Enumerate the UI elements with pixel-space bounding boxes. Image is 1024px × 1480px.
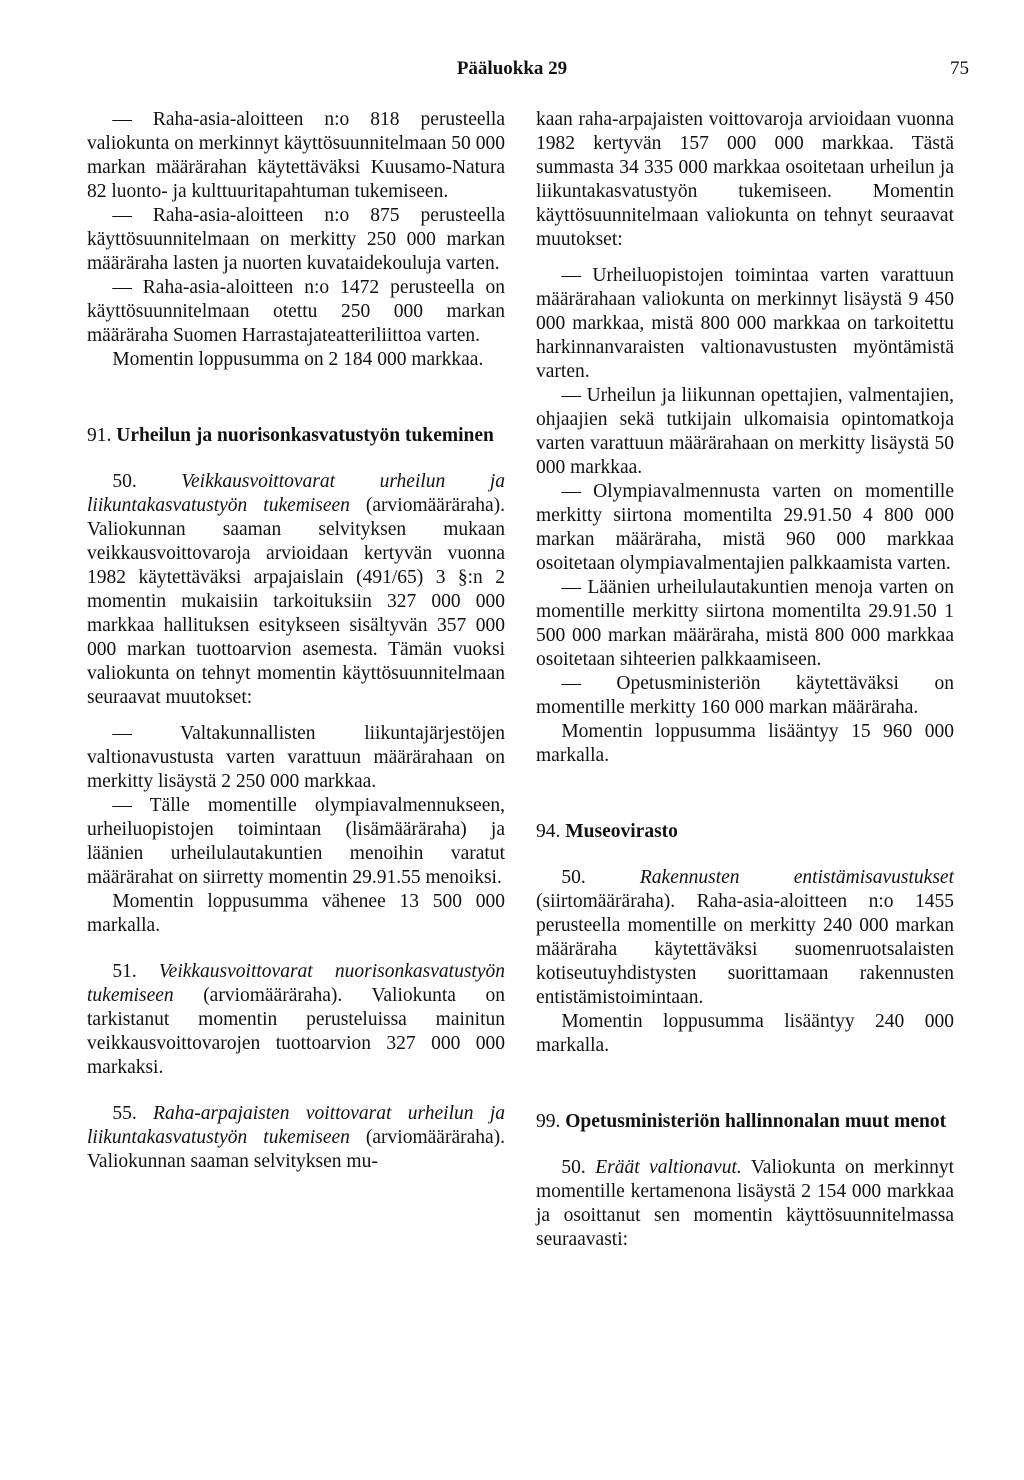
moment-title: Veikkausvoittovarat urheilun ja liikuntakasvatustyön tukemiseen (87, 471, 505, 516)
moment-number: 50. (561, 1157, 586, 1178)
paragraph: Momentin loppusumma lisääntyy 240 000 markalla. (536, 1011, 954, 1056)
section-heading-91 (87, 424, 505, 448)
moment-number: 55. (112, 1103, 137, 1124)
paragraph: — Valtakunnallisten liikuntajärjestöjen valtionavustusta varten varattuun määrärahaan on merkitty lisäystä 2 250 000 markkaa. (87, 723, 505, 792)
moment-55 (87, 1102, 505, 1174)
paragraph: — Opetusministeriön käytettäväksi on momentille merkitty 160 000 markan määräraha. (536, 673, 954, 718)
section-number: 99. (536, 1111, 561, 1132)
paragraph: — Urheilun ja liikunnan opettajien, valmentajien, ohjaajien sekä tutkijain ulkomaisia opintomatkoja varten varattuun määrärahaan on merkitty lisäystä 50 000 markkaa. (536, 385, 954, 478)
page-number: 75 (950, 58, 969, 79)
paragraph: — Raha-asia-aloitteen n:o 818 perusteella valiokunta on merkinnyt käyttösuunnitelmaan 50 000 markan määrärahan käytettäväksi Kuusamo-Natura 82 luonto- ja kulttuuritapahtuman tukemiseen. (87, 109, 505, 202)
moment-number: 50. (112, 471, 137, 492)
paragraph: — Läänien urheilulautakuntien menoja varten on momentille merkitty siirtona momentilta 29.91.50 1 500 000 markan määräraha, mistä 800 000 markkaa osoitetaan sihteerien palkkaamiseen. (536, 577, 954, 670)
left-column (87, 108, 505, 1174)
moment-text: (siirtomääräraha). Raha-asia-aloitteen n:o 1455 perusteella momentille on merkitty 240 000 markan määräraha käytettäväksi suomenruotsalaisten kotiseutuyhdistysten suorittamaan rakennusten entistämistoimintaan. (536, 891, 954, 1008)
paragraph: — Urheiluopistojen toimintaa varten varattuun määrärahaan valiokunta on merkinnyt lisäystä 9 450 000 markkaa, mistä 800 000 markkaa on tarkoitettu harkinnanvaraisten valtionavustusten myöntämistä varten. (536, 265, 954, 382)
moment-title: Eräät valtionavut. (595, 1157, 742, 1178)
moment-number: 51. (112, 961, 137, 982)
moment-text: Valiokunta on merkinnyt momentille kertamenona lisäystä 2 154 000 markkaa ja osoittanut sen momentin käyttösuunnitelmassa seuraavasti: (536, 1157, 954, 1250)
paragraph: — Raha-asia-aloitteen n:o 1472 perusteella on käyttösuunnitelmaan otettu 250 000 markan määräraha Suomen Harrastajateatteriliittoa varten. (87, 277, 505, 346)
section-heading-94 (536, 820, 954, 844)
moment-text: (arviomääräraha). Valiokunta on tarkistanut momentin perusteluissa mainitun veikkausvoittovarojen tuottoarvion 327 000 000 markaksi. (87, 985, 506, 1078)
moment-text: (arviomääräraha). Valiokunnan saaman selvityksen mu- (87, 1127, 506, 1172)
moment-title: Rakennusten entistämisavustukset (639, 867, 955, 888)
section-number: 91. (87, 425, 112, 446)
paragraph: Momentin loppusumma lisääntyy 15 960 000 markalla. (536, 721, 954, 766)
paragraph: — Tälle momentille olympiavalmennukseen, urheiluopistojen toimintaan (lisämääräraha) ja läänien urheilulautakuntien menoihin varatut määrärahat on siirretty momentin 29.91.55 menoiksi. (87, 795, 505, 888)
paragraph: Momentin loppusumma on 2 184 000 markkaa. (112, 349, 484, 370)
paragraph: kaan raha-arpajaisten voittovaroja arvioidaan vuonna 1982 kertyvän 157 000 000 markkaa. Tästä summasta 34 335 000 markkaa osoitetaan urheilun ja liikuntakasvatustyön tukemiseen. Momentin käyttösuunnitelmaan valiokunta on tehnyt seuraavat muutokset: (536, 109, 954, 250)
moment-text: (arviomääräraha). Valiokunnan saaman selvityksen mukaan veikkausvoittovaroja arvioidaan kertyvän vuonna 1982 käytettäväksi arpajaislain (491/65) 3 §:n 2 momentin mukaisiin tarkoituksiin 327 000 000 markkaa hallituksen esitykseen sisältyvän 357 000 000 markan tuottoarvion asemesta. Tämän vuoksi valiokunta on tehnyt momentin käyttösuunnitelmaan seuraavat muutokset: (87, 495, 506, 708)
section-number: 94. (536, 821, 561, 842)
moment-title: Veikkausvoittovarat nuorisonkasvatustyön tukemiseen (87, 961, 505, 1006)
running-header: Pääluokka 29 (456, 58, 568, 79)
section-title: Museovirasto (565, 821, 678, 842)
paragraph: — Olympiavalmennusta varten on momentille merkitty siirtona momentilta 29.91.50 4 800 000 markan määräraha, mistä 960 000 markkaa osoitetaan olympiavalmentajien palkkaamista varten. (536, 481, 954, 574)
paragraph: — Raha-asia-aloitteen n:o 875 perusteella käyttösuunnitelmaan on merkitty 250 000 markan määräraha lasten ja nuorten kuvataidekouluja varten. (87, 205, 505, 274)
section-title: Urheilun ja nuorisonkasvatustyön tukeminen (116, 425, 494, 446)
section-title: Opetusministeriön hallinnonalan muut menot (565, 1111, 947, 1132)
moment-title: Raha-arpajaisten voittovarat urheilun ja liikuntakasvatustyön tukemiseen (87, 1103, 505, 1148)
moment-50 (87, 470, 505, 710)
moment-51 (87, 960, 505, 1080)
paragraph: Momentin loppusumma vähenee 13 500 000 markalla. (87, 891, 505, 936)
section-heading-99 (536, 1110, 954, 1134)
moment-50-b (536, 1156, 954, 1252)
moment-number: 50. (561, 867, 586, 888)
right-column (536, 108, 954, 1252)
moment-50 (536, 866, 954, 1010)
